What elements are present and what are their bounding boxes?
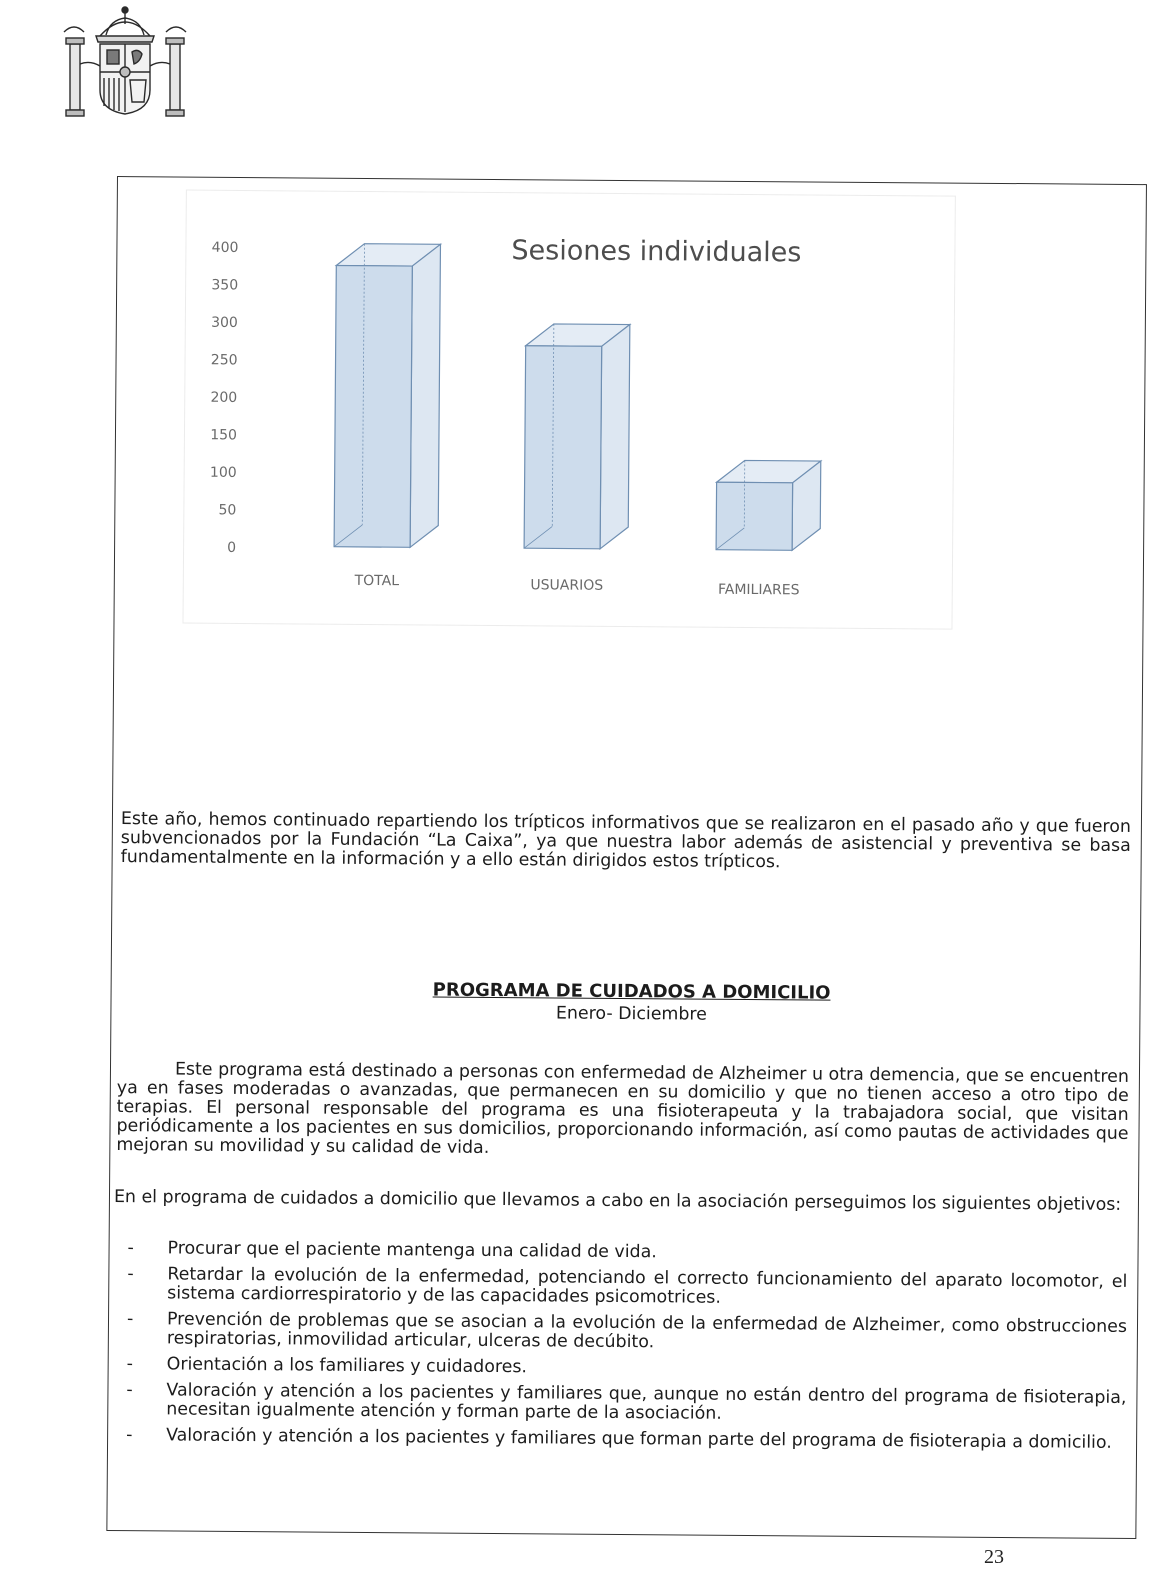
- list-item: - Valoración y atención a los pacientes y familiares que forman parte del programa de fisioterapia a domicilio.: [126, 1425, 1112, 1453]
- y-tick-label: 250: [210, 352, 238, 369]
- y-tick-label: 400: [211, 239, 239, 256]
- chart-container: [182, 190, 955, 630]
- bullet-dash: -: [126, 1354, 134, 1375]
- bar-familiares: [716, 460, 821, 550]
- bar-side-face: [600, 324, 630, 549]
- section-title: PROGRAMA DE CUIDADOS A DOMICILIO: [432, 979, 831, 1004]
- bullet-dash: -: [127, 1238, 134, 1259]
- intro-paragraph: Este año, hemos continuado repartiendo los trípticos informativos que se realizaron en el pasado año y que fueron subvencionados por la Fundación “La Caixa”, ya que nuestra labor además de asistencial y preventiva se basa fundamentalmente en la información y a ello están dirigidos estos trípticos.: [120, 809, 1131, 873]
- bar-front-face: [334, 265, 412, 547]
- x-category-label: TOTAL: [354, 572, 400, 590]
- list-item: - Prevención de problemas que se asocian a la evolución de la enfermedad de Alzheimer, como obstrucciones respiratorias, inmovilidad articular, ulceras de decúbito.: [126, 1309, 1128, 1353]
- list-item: - Orientación a los familiares y cuidadores.: [126, 1354, 528, 1378]
- x-category-label: FAMILIARES: [717, 581, 800, 599]
- bar-total: [334, 243, 440, 547]
- objectives-list: [126, 1239, 1128, 1460]
- y-tick-label: 0: [227, 539, 237, 556]
- bar-usuarios: [524, 324, 630, 549]
- list-item: - Valoración y atención a los pacientes y familiares que, aunque no están dentro del programa de fisioterapia, necesitan igualmente atención y forman parte de la asociación.: [126, 1380, 1127, 1424]
- bar-chart: [183, 191, 956, 631]
- bar-front-face: [524, 346, 602, 549]
- bullet-dash: -: [126, 1380, 133, 1401]
- list-item: - Retardar la evolución de la enfermedad, potenciando el correcto funcionamiento del aparato locomotor, el sistema cardiorrespiratorio y de las capacidades psicomotrices.: [127, 1264, 1128, 1308]
- bullet-dash: -: [126, 1309, 134, 1330]
- bullet-dash: -: [127, 1264, 134, 1285]
- list-item: - Procurar que el paciente mantenga una calidad de vida.: [127, 1238, 657, 1263]
- spanish-coat-of-arms-icon: [60, 2, 190, 122]
- y-tick-label: 150: [210, 427, 238, 444]
- bullet-dash: -: [126, 1425, 133, 1446]
- section-header: [111, 977, 1141, 1028]
- chart-title: Sesiones individuales: [511, 235, 802, 269]
- x-category-label: USUARIOS: [530, 577, 604, 594]
- y-tick-label: 350: [211, 277, 239, 294]
- program-description: Este programa está destinado a personas con enfermedad de Alzheimer u otra demencia, que se encuentren ya en fases moderadas o avanzadas, que permanecen en su domicilio y que no tienen acceso a otro tipo de terapias. El personal responsable del programa es una fisioterapeuta y la trabajadora social, que visitan periódicamente a los pacientes en sus domicilios, proporcionando información, así como pautas de actividades que mejoran su movilidad y su calidad de vida.: [116, 1059, 1130, 1159]
- y-tick-label: 200: [210, 389, 238, 406]
- page-number: 23: [984, 1546, 1004, 1568]
- bar-side-face: [410, 244, 440, 547]
- objectives-intro: En el programa de cuidados a domicilio que llevamos a cabo en la asociación perseguimos los siguientes objetivos:: [113, 1187, 1122, 1216]
- content-frame: [106, 176, 1147, 1539]
- section-subtitle: Enero- Diciembre: [555, 1003, 708, 1025]
- y-tick-label: 300: [211, 314, 238, 331]
- y-tick-label: 50: [218, 502, 237, 519]
- bar-front-face: [716, 482, 793, 550]
- y-tick-label: 100: [209, 464, 237, 481]
